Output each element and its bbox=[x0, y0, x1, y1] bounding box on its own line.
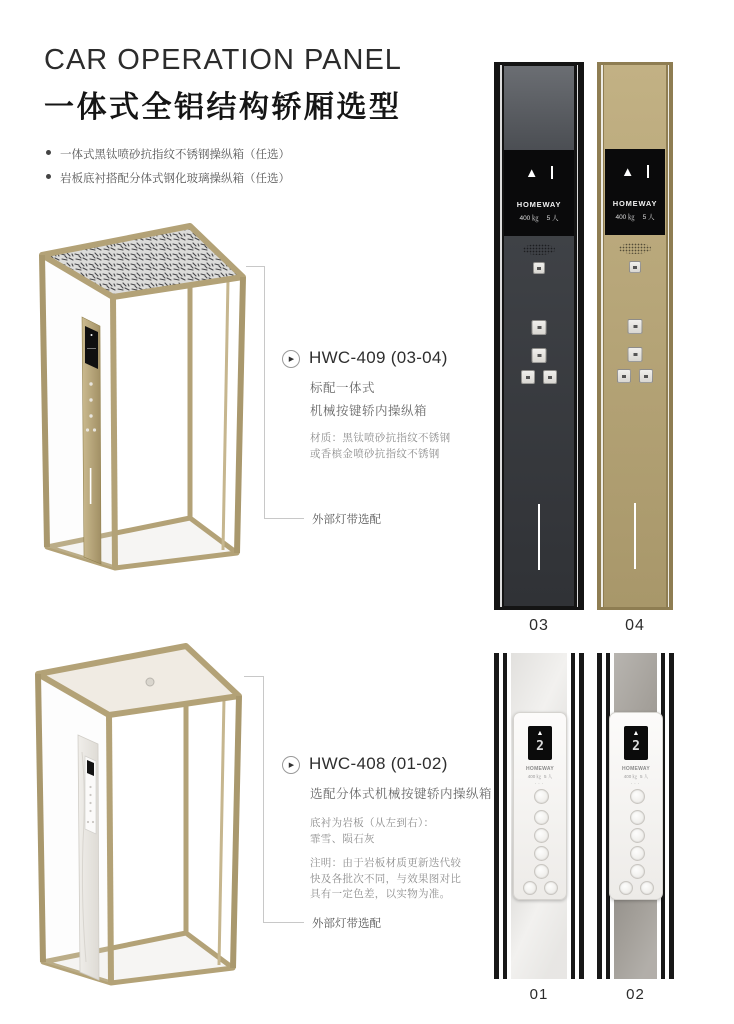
cop-display bbox=[528, 726, 552, 760]
floor-button-2 bbox=[532, 320, 547, 335]
cop-display bbox=[605, 149, 665, 235]
capacity-text: 400 ㎏ bbox=[527, 774, 541, 779]
panel-photo-02 bbox=[595, 653, 676, 979]
floor-button bbox=[630, 846, 645, 861]
split-cop-panel bbox=[609, 712, 663, 900]
capacity-row bbox=[504, 213, 574, 222]
floor-button bbox=[630, 864, 645, 879]
floor-indicator-bar bbox=[551, 166, 553, 179]
panel-face bbox=[504, 66, 574, 606]
panel-label-03: 03 bbox=[529, 617, 549, 634]
edge-stripe bbox=[669, 653, 674, 979]
cop-display bbox=[504, 150, 574, 236]
intercom-button bbox=[629, 261, 641, 273]
alarm-button bbox=[630, 789, 645, 804]
panel-photo-01 bbox=[492, 653, 586, 979]
brand-logo: HOMEWAY bbox=[516, 200, 562, 209]
page-title: CAR OPERATION PANEL bbox=[44, 44, 402, 76]
panel-photo-03 bbox=[494, 62, 584, 610]
floor-button-1 bbox=[628, 347, 643, 362]
panel-label-04: 04 bbox=[625, 617, 645, 634]
floor-button bbox=[534, 846, 549, 861]
page-subtitle: 一体式全铝结构轿厢选型 bbox=[44, 91, 402, 124]
panel-face bbox=[604, 65, 666, 607]
bullet-item bbox=[46, 146, 406, 162]
capacity-row bbox=[514, 774, 566, 780]
feature-bullets bbox=[46, 146, 406, 194]
floor-button bbox=[534, 810, 549, 825]
floor-indicator-bar bbox=[647, 165, 649, 178]
callout-line bbox=[263, 676, 264, 923]
panel-photo-04 bbox=[597, 62, 673, 610]
floor-button bbox=[534, 864, 549, 879]
bullet-dot-icon bbox=[46, 174, 51, 179]
elevator-car-render-408 bbox=[28, 642, 278, 994]
floor-indicator: 2 bbox=[632, 739, 640, 754]
material-note-line: 霏雪、陨石灰 bbox=[310, 832, 375, 845]
capacity-text: 400 ㎏ bbox=[519, 215, 539, 222]
remark-note bbox=[310, 856, 461, 903]
light-strip-callout: 外部灯带选配 bbox=[312, 918, 381, 930]
cop-display bbox=[624, 726, 648, 760]
up-arrow-icon: ▲ bbox=[621, 163, 635, 179]
up-arrow-icon: ▲ bbox=[525, 164, 539, 180]
material-note-line: 或香槟金喷砂抗指纹不锈钢 bbox=[310, 447, 440, 460]
cop-display-mini bbox=[85, 326, 98, 369]
pinstripe bbox=[500, 65, 502, 607]
brand-logo: HOMEWAY bbox=[612, 199, 658, 208]
pinstripe bbox=[577, 65, 579, 607]
callout-line bbox=[264, 266, 265, 519]
indicator-dots: ··· bbox=[630, 781, 642, 787]
floor-button bbox=[534, 828, 549, 843]
model-name-409: HWC-409 (03-04) bbox=[309, 348, 448, 367]
model-desc-line: 机械按键轿内操纵箱 bbox=[310, 404, 428, 418]
bullet-dot-icon bbox=[46, 150, 51, 155]
callout-line bbox=[263, 922, 304, 923]
material-note-line: 底衬为岩板（从左到右）： bbox=[310, 817, 435, 829]
material-note bbox=[310, 431, 450, 462]
persons-text: 5 人 bbox=[640, 774, 649, 779]
bullet-text: 一体式黑钛喷砂抗指纹不锈钢操纵箱（任选） bbox=[60, 149, 290, 161]
pinstripe bbox=[601, 65, 603, 607]
persons-text: 5 人 bbox=[544, 774, 553, 779]
arrow-circle-icon: ▶ bbox=[282, 756, 300, 774]
light-strip bbox=[538, 504, 540, 570]
callout-line bbox=[246, 266, 265, 267]
persons-text: 5 人 bbox=[546, 215, 559, 222]
intercom-button bbox=[533, 262, 545, 274]
remark-note-line: 快及各批次不同，与效果图对比 bbox=[310, 872, 462, 885]
light-strip-callout: 外部灯带选配 bbox=[312, 514, 381, 526]
edge-stripe bbox=[597, 653, 602, 979]
callout-line bbox=[244, 676, 264, 677]
model-desc-line: 选配分体式机械按键轿内操纵箱 bbox=[310, 787, 493, 801]
edge-stripe bbox=[494, 653, 499, 979]
material-note-line: 材质：黑钛喷砂抗指纹不锈钢 bbox=[310, 432, 451, 444]
floor-button bbox=[630, 828, 645, 843]
capacity-text: 400 ㎏ bbox=[615, 214, 635, 221]
edge-stripe bbox=[503, 653, 507, 979]
up-arrow-icon: ▲ bbox=[632, 730, 640, 737]
floor-button-2 bbox=[628, 319, 643, 334]
elevator-car-render-409 bbox=[32, 222, 282, 582]
floor-button bbox=[630, 810, 645, 825]
capacity-row bbox=[610, 774, 662, 780]
remark-note-line: 注明：由于岩板材质更新迭代较 bbox=[310, 857, 462, 869]
speaker-grille-icon bbox=[523, 244, 555, 255]
remark-note-line: 具有一定色差，以实物为准。 bbox=[310, 888, 451, 900]
door-open-button bbox=[619, 881, 633, 895]
pinstripe bbox=[668, 65, 670, 607]
split-cop-panel bbox=[513, 712, 567, 900]
edge-stripe bbox=[579, 653, 584, 979]
indicator-dots: ··· bbox=[534, 781, 546, 787]
door-open-button bbox=[617, 369, 631, 383]
ceiling-light bbox=[146, 678, 154, 686]
door-open-button bbox=[521, 370, 535, 384]
light-strip bbox=[634, 503, 636, 569]
panel-body bbox=[504, 236, 574, 606]
door-close-button bbox=[640, 881, 654, 895]
door-close-button bbox=[544, 881, 558, 895]
speaker-grille-icon bbox=[619, 243, 651, 254]
edge-stripe bbox=[571, 653, 575, 979]
brand-logo: HOMEWAY bbox=[525, 766, 555, 772]
capacity-text: 400 ㎏ bbox=[623, 774, 637, 779]
arrow-circle-icon: ▶ bbox=[282, 350, 300, 368]
door-close-button bbox=[543, 370, 557, 384]
brand-logo: HOMEWAY bbox=[621, 766, 651, 772]
door-close-button bbox=[639, 369, 653, 383]
floor-button-1 bbox=[532, 348, 547, 363]
panel-label-01: 01 bbox=[529, 986, 549, 1003]
floor-indicator: 2 bbox=[536, 739, 544, 754]
panel-label-02: 02 bbox=[626, 986, 645, 1003]
bullet-text: 岩板底衬搭配分体式钢化玻璃操纵箱（任选） bbox=[60, 173, 290, 185]
door-open-button bbox=[523, 881, 537, 895]
model-desc-line: 标配一体式 bbox=[310, 381, 376, 395]
callout-line bbox=[264, 518, 304, 519]
bullet-item bbox=[46, 170, 406, 186]
alarm-button bbox=[534, 789, 549, 804]
capacity-row bbox=[605, 212, 665, 221]
up-arrow-icon: ▲ bbox=[536, 730, 544, 737]
mirror-section bbox=[504, 66, 574, 150]
material-note bbox=[310, 816, 434, 847]
model-name-408: HWC-408 (01-02) bbox=[309, 754, 448, 773]
panel-body bbox=[604, 235, 666, 607]
persons-text: 5 人 bbox=[642, 214, 655, 221]
